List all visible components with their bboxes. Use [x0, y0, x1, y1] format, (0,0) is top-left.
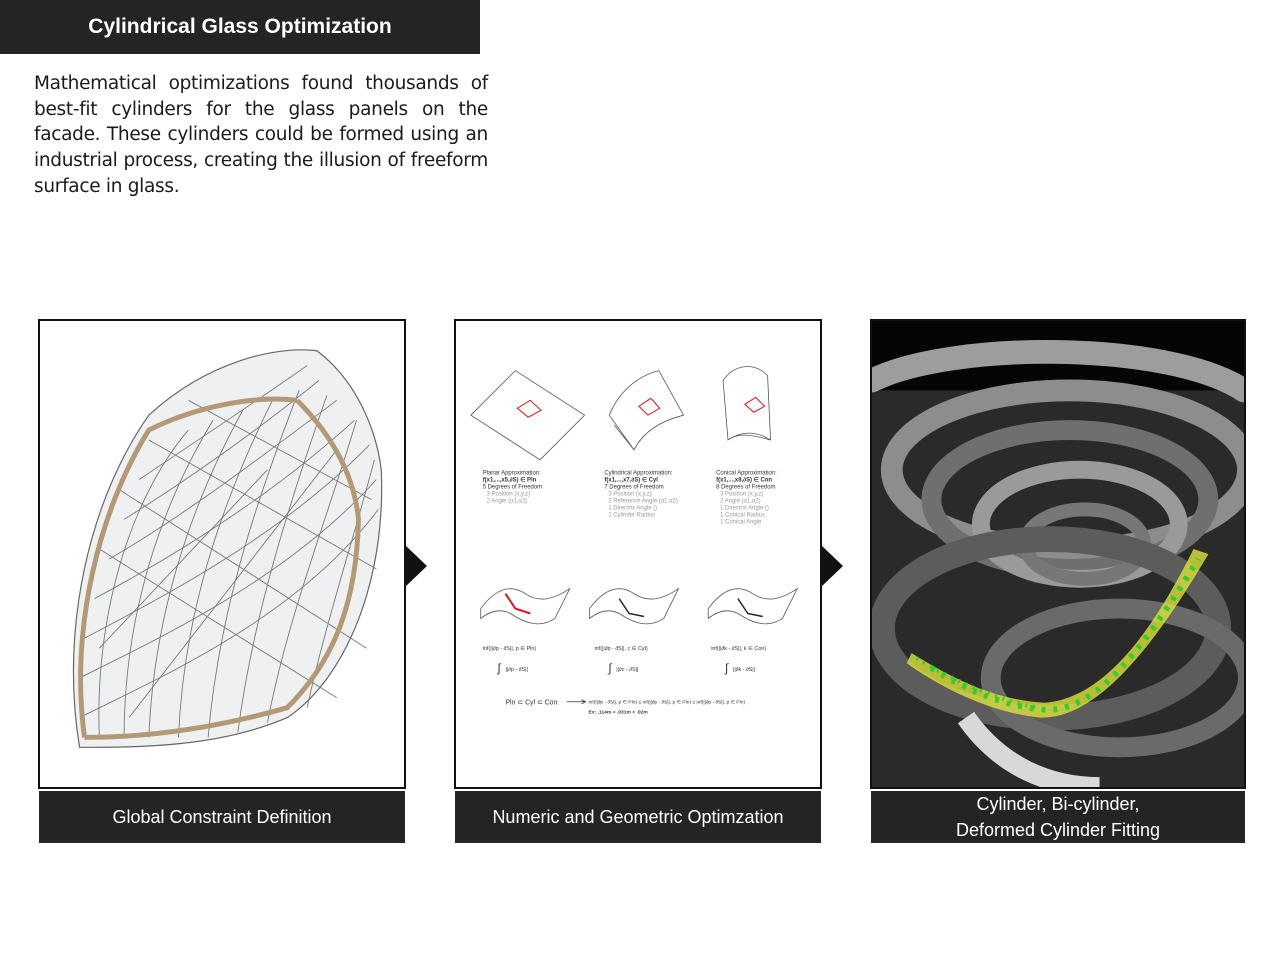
cylinder-fitting-render — [870, 319, 1246, 789]
intro-paragraph: Mathematical optimizations found thousands of best-fit cylinders for the glass panels on the facade. These cylinders could be formed using an industrial process, creating the illusion of freeform surface in glass. — [34, 73, 488, 197]
planar-title: Planar Approximation: — [482, 470, 541, 477]
int-con: ||∂k - ∂S|| — [732, 666, 756, 673]
caption-text-line2: Deformed Cylinder Fitting — [955, 820, 1161, 840]
con-item: 3 Position (x,y,z) — [720, 491, 764, 498]
caption-text-line1: Cylinder, Bi-cylinder, — [976, 794, 1140, 814]
integral-sign: ∫ — [725, 660, 729, 675]
con-item: 2 Angle (α1,α2) — [720, 498, 761, 505]
integral-sign: ∫ — [497, 660, 501, 675]
cyl-dof: 7 Degrees of Freedom — [604, 484, 664, 491]
con-item: 1 Conical Radius — [720, 512, 765, 519]
integral-sign: ∫ — [608, 660, 612, 675]
cyl-item: 3 Position (x,y,z) — [608, 491, 652, 498]
inf-cyl: inf(||∂p - ∂S||, c ∈ Cyl) — [594, 646, 648, 653]
cyl-item: 1 Cylinder Radius — [608, 512, 656, 519]
caption-cylinder-fitting — [871, 791, 1245, 843]
planar-item: 3 Position (x,y,z) — [486, 491, 531, 498]
cyl-item: 2 Reference Angle (α1,α2) — [608, 498, 678, 505]
con-formula: f(x1,...,x8,∂S) ∈ Con — [716, 477, 773, 484]
inequality: inf(||∂p - ∂S||, p ∈ Pln) ≤ inf(||∂p - ∂S||, p ∈ Pln) ≤ inf(||∂p - ∂S||, p ∈ Pln) — [588, 700, 746, 706]
int-cyl: ||∂c - ∂S|| — [616, 666, 639, 673]
con-dof: 8 Degrees of Freedom — [716, 484, 776, 491]
inf-planar: inf(||∂p - ∂S||, p ∈ Pln) — [482, 646, 537, 653]
cyl-title: Cylindrical Approximation: — [604, 470, 673, 477]
planar-dof: 5 Degrees of Freedom — [482, 484, 543, 491]
caption-global-constraint — [39, 791, 405, 843]
caption-numeric-optimization — [455, 791, 821, 843]
chevron-right-icon — [405, 545, 427, 587]
con-item: 1 Directrix Angle () — [720, 505, 769, 512]
optimization-diagram — [454, 319, 822, 789]
cyl-item: 1 Directrix Angle () — [608, 505, 658, 512]
planar-item: 2 Angle (α1,α2) — [486, 498, 528, 505]
cyl-formula: f(x1,...,x7,∂S) ∈ Cyl — [604, 477, 658, 484]
chevron-right-icon — [821, 545, 843, 587]
con-item: 1 Conical Angle — [720, 519, 762, 526]
con-title: Conical Approximation: — [716, 470, 777, 477]
page-title: Cylindrical Glass Optimization — [0, 0, 480, 54]
caption-text: Global Constraint Definition — [112, 807, 332, 827]
planar-formula: f(x1,...,x5,∂S) ∈ Pln — [482, 477, 537, 484]
inf-con: inf(||∂k - ∂S||, k ∈ Con) — [711, 646, 767, 653]
subset-relation: Pln ⊂ Cyl ⊂ Con — [505, 699, 558, 707]
int-planar: ||∂p - ∂S|| — [505, 666, 528, 673]
example: Ex: .114m < .031m < .02m — [588, 710, 648, 716]
facade-wireframe-image — [38, 319, 406, 789]
caption-text: Numeric and Geometric Optimzation — [492, 807, 784, 827]
